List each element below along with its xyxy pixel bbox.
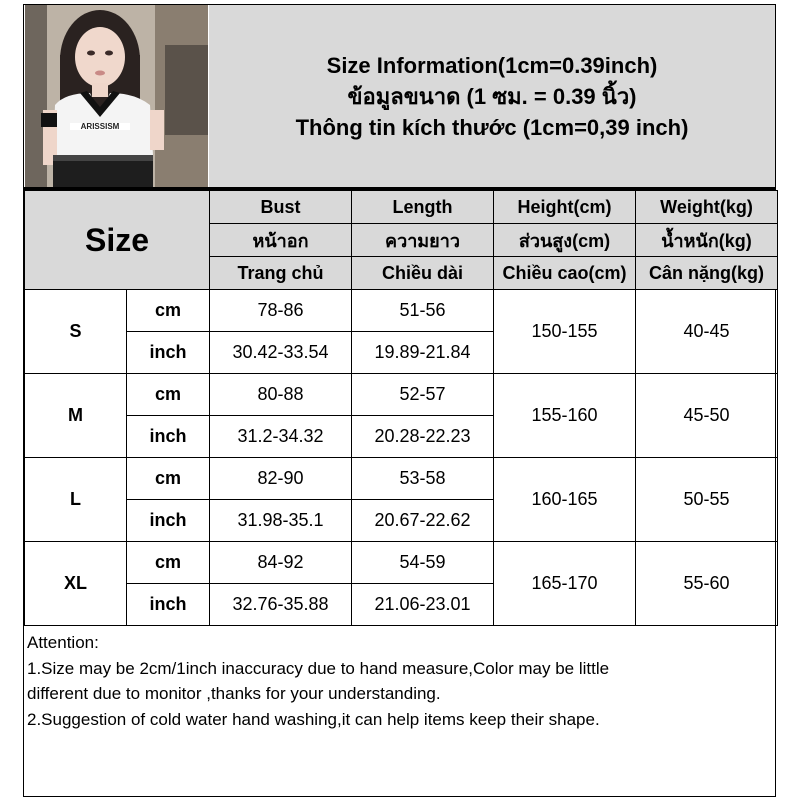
col-bust-vi: Trang chủ	[210, 257, 352, 290]
bust-cm-s: 78-86	[210, 290, 352, 332]
length-inch-xl: 21.06-23.01	[352, 584, 494, 626]
size-info-header	[209, 5, 775, 187]
unit-inch: inch	[127, 500, 210, 542]
size-label-xl: XL	[25, 542, 127, 626]
notes-line-1b: different due to monitor ,thanks for your understanding.	[27, 684, 441, 703]
unit-cm: cm	[127, 290, 210, 332]
bust-cm-l: 82-90	[210, 458, 352, 500]
size-label-m: M	[25, 374, 127, 458]
col-bust-en: Bust	[210, 191, 352, 224]
height-xl: 165-170	[494, 542, 636, 626]
size-label-l: L	[25, 458, 127, 542]
unit-cm: cm	[127, 458, 210, 500]
product-photo	[25, 5, 208, 187]
col-length-en: Length	[352, 191, 494, 224]
bust-inch-m: 31.2-34.32	[210, 416, 352, 458]
col-length-th: ความยาว	[352, 224, 494, 257]
bust-inch-s: 30.42-33.54	[210, 332, 352, 374]
col-length-vi: Chiều dài	[352, 257, 494, 290]
bust-inch-l: 31.98-35.1	[210, 500, 352, 542]
unit-cm: cm	[127, 374, 210, 416]
height-s: 150-155	[494, 290, 636, 374]
length-cm-s: 51-56	[352, 290, 494, 332]
header-title-en: Size Information(1cm=0.39inch)	[326, 52, 658, 78]
unit-inch: inch	[127, 416, 210, 458]
size-heading: Size	[25, 191, 210, 290]
length-cm-m: 52-57	[352, 374, 494, 416]
length-inch-l: 20.67-22.62	[352, 500, 494, 542]
notes-line-1a: 1.Size may be 2cm/1inch inaccuracy due to hand measure,Color may be little	[27, 658, 610, 678]
bust-cm-m: 80-88	[210, 374, 352, 416]
length-cm-xl: 54-59	[352, 542, 494, 584]
col-bust-th: หน้าอก	[210, 224, 352, 257]
height-m: 155-160	[494, 374, 636, 458]
unit-inch: inch	[127, 584, 210, 626]
weight-xl: 55-60	[636, 542, 778, 626]
shirt-print-text: ARISSISM	[80, 122, 120, 131]
bust-cm-xl: 84-92	[210, 542, 352, 584]
weight-m: 45-50	[636, 374, 778, 458]
col-height-th: ส่วนสูง(cm)	[494, 224, 636, 257]
header-title-th: ข้อมูลขนาด (1 ซม. = 0.39 นิ้ว)	[347, 83, 637, 109]
size-label-s: S	[25, 290, 127, 374]
height-l: 160-165	[494, 458, 636, 542]
model-illustration	[25, 5, 208, 187]
unit-inch: inch	[127, 332, 210, 374]
weight-l: 50-55	[636, 458, 778, 542]
col-weight-th: น้ำหนัก(kg)	[636, 224, 778, 257]
length-cm-l: 53-58	[352, 458, 494, 500]
notes-line-2: 2.Suggestion of cold water hand washing,it can help items keep their shape.	[27, 709, 600, 729]
notes-title: Attention:	[27, 633, 99, 652]
length-inch-m: 20.28-22.23	[352, 416, 494, 458]
col-weight-vi: Cân nặng(kg)	[636, 257, 778, 290]
length-inch-s: 19.89-21.84	[352, 332, 494, 374]
unit-cm: cm	[127, 542, 210, 584]
col-height-en: Height(cm)	[494, 191, 636, 224]
header-title-vi: Thông tin kích thước (1cm=0,39 inch)	[295, 114, 689, 140]
attention-notes	[27, 630, 772, 732]
col-height-vi: Chiều cao(cm)	[494, 257, 636, 290]
bust-inch-xl: 32.76-35.88	[210, 584, 352, 626]
weight-s: 40-45	[636, 290, 778, 374]
col-weight-en: Weight(kg)	[636, 191, 778, 224]
size-table	[24, 190, 778, 626]
